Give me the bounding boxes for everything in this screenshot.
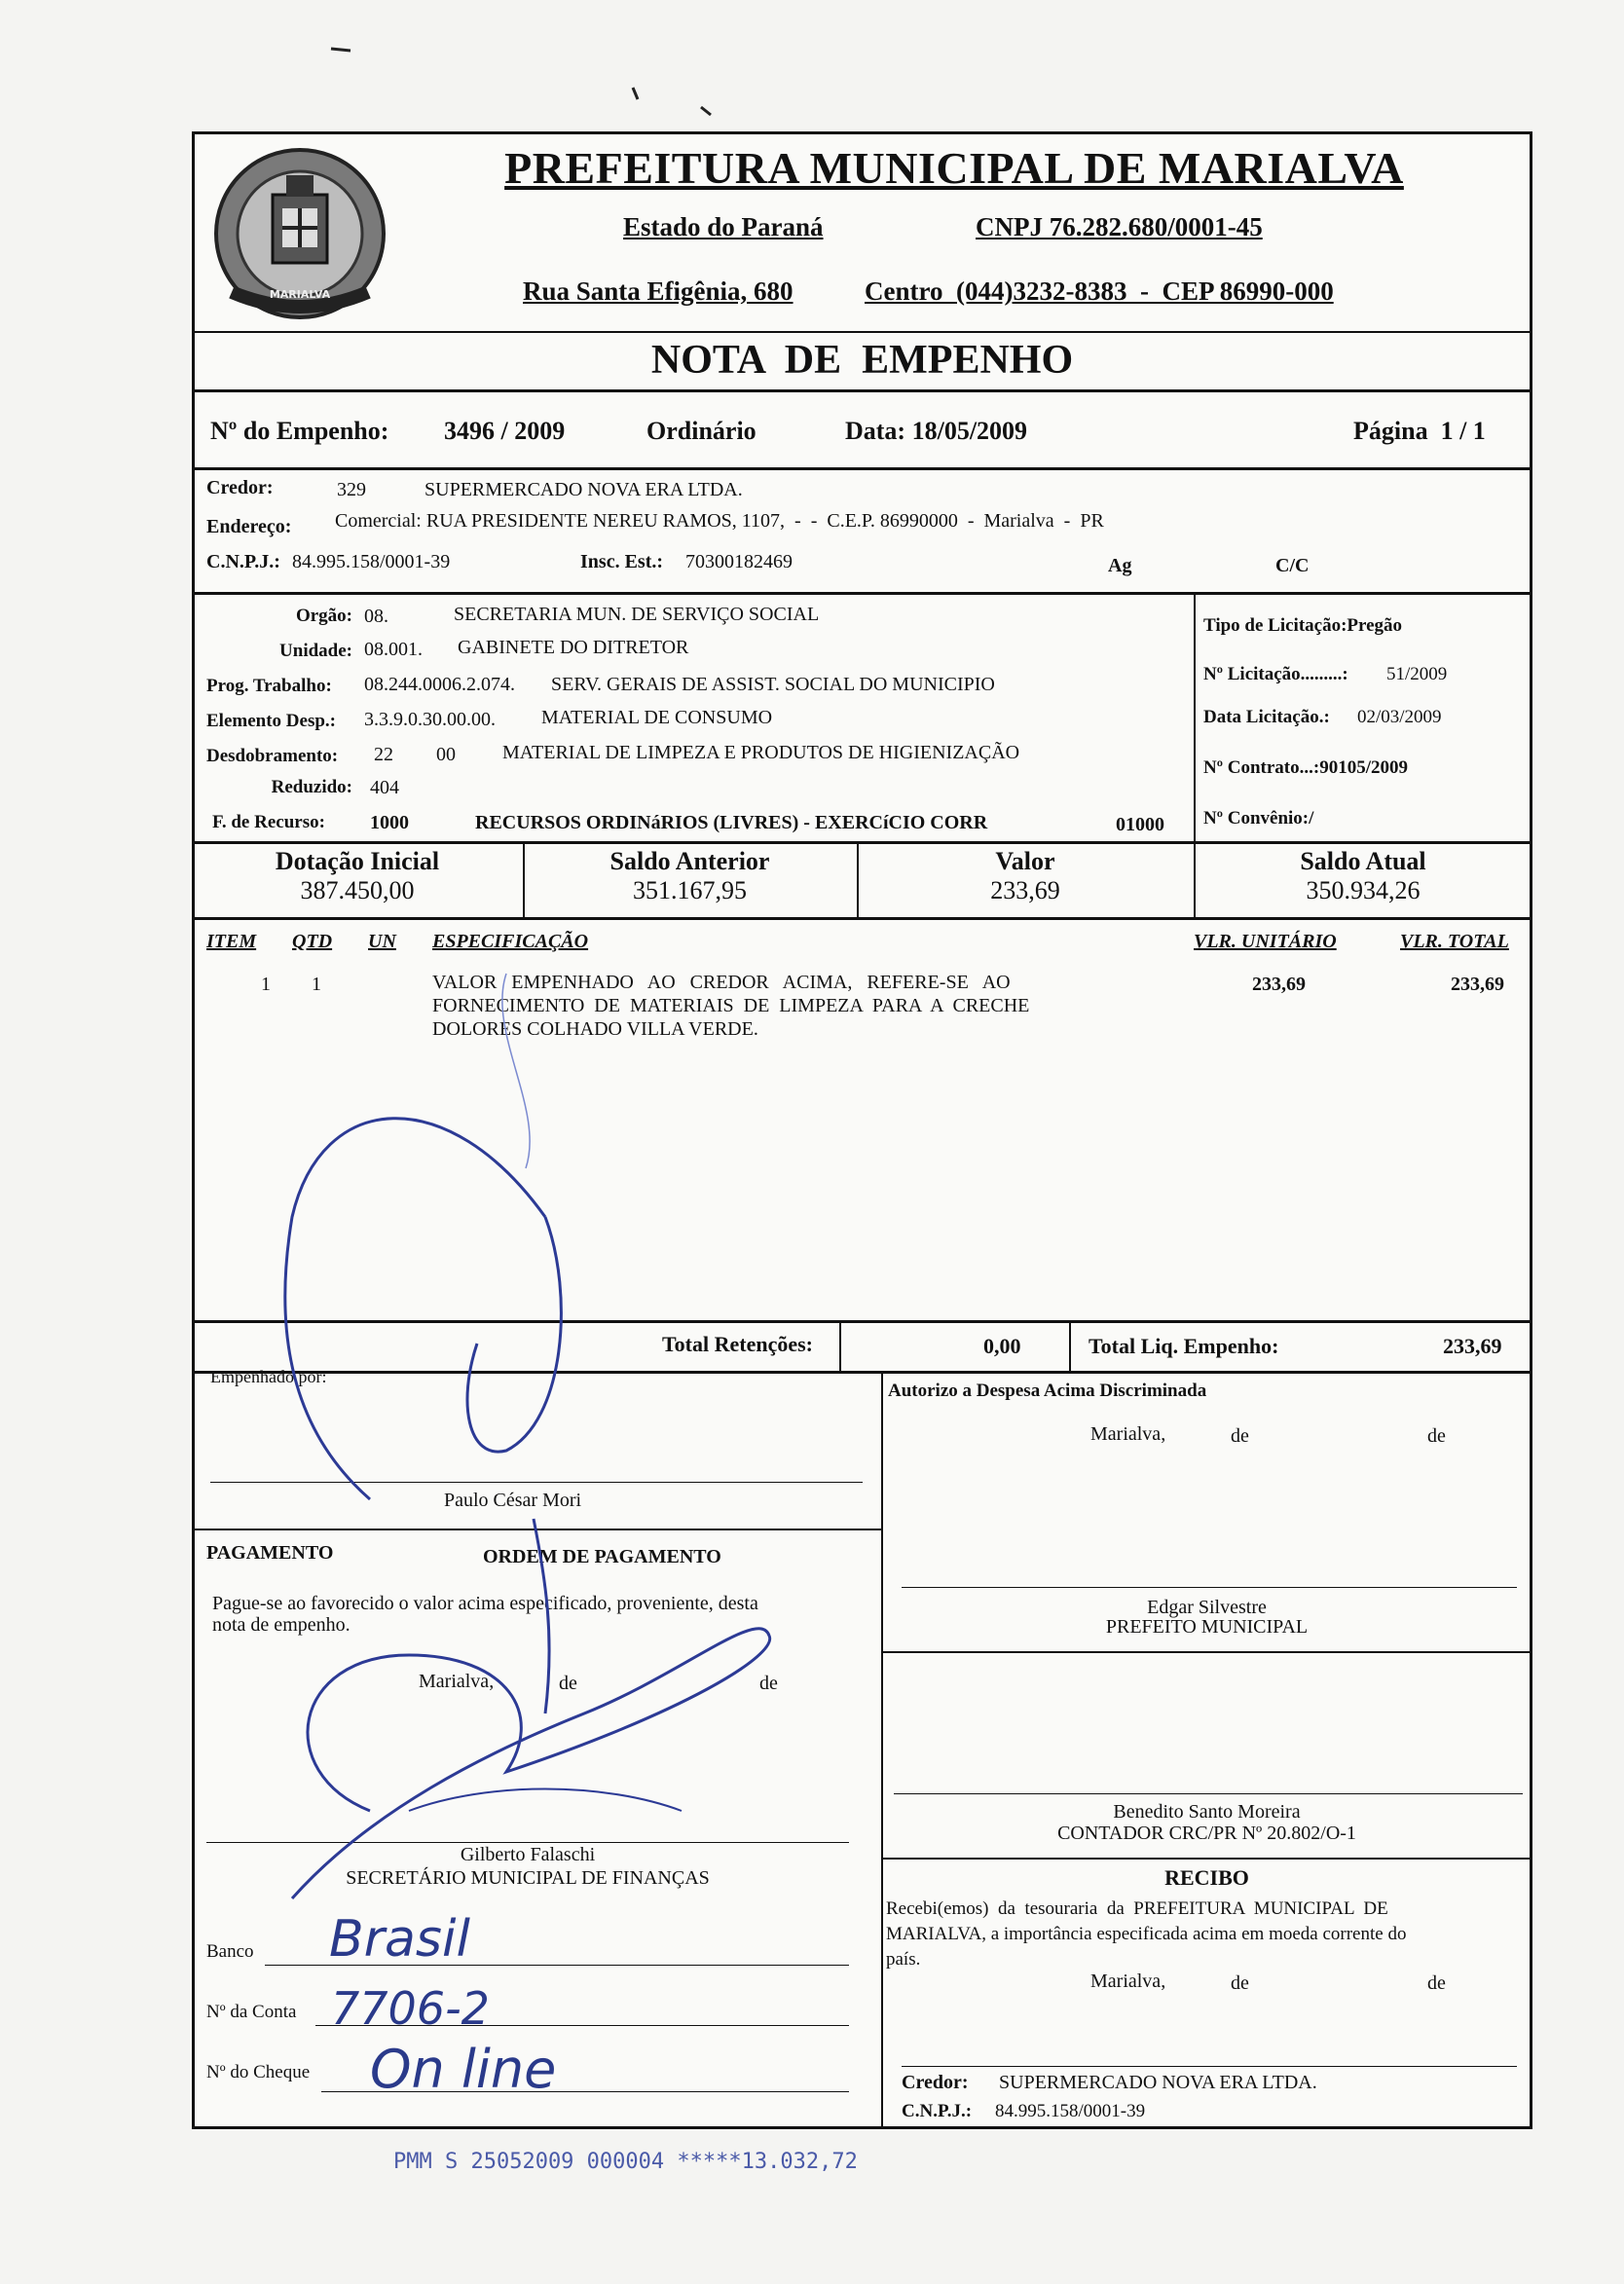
prefeito-cargo: PREFEITO MUNICIPAL: [1105, 1616, 1309, 1638]
unidade-code: 08.001.: [364, 639, 423, 660]
recibo-credor: SUPERMERCADO NOVA ERA LTDA.: [999, 2072, 1317, 2093]
recurso-tail: 01000: [1116, 814, 1164, 835]
desdobramento-label: Desdobramento:: [206, 746, 339, 766]
autorizo-de-1: de: [1231, 1425, 1249, 1447]
balance-saldo-anterior: [523, 847, 857, 905]
empenho-number: 3496 / 2009: [444, 417, 566, 445]
balance-value: 387.450,00: [300, 876, 415, 904]
col-item: ITEM: [206, 931, 257, 952]
page-title: PREFEITURA MUNICIPAL DE MARIALVA: [504, 143, 1404, 193]
balance-dotacao: [192, 847, 523, 905]
pagamento-de-2: de: [759, 1673, 778, 1694]
balance-value: 233,69: [990, 876, 1060, 904]
tipo-licitacao: Tipo de Licitação:Pregão: [1203, 615, 1403, 636]
creditor-cnpj-label: C.N.P.J.:: [206, 551, 280, 572]
col-unit-price: VLR. UNITÁRIO: [1194, 931, 1337, 952]
item-qty: 1: [312, 974, 321, 995]
retencoes-value: 0,00: [983, 1334, 1021, 1358]
empenho-number-label: Nº do Empenho:: [210, 417, 389, 445]
elemento-label: Elemento Desp.:: [206, 711, 336, 731]
retencoes-label: Total Retenções:: [662, 1332, 813, 1356]
cheque-label: Nº do Cheque: [206, 2062, 311, 2082]
prog-code: 08.244.0006.2.074.: [364, 674, 515, 695]
conta-handwritten: 7706-2: [331, 1982, 490, 2035]
header-state: Estado do Paraná: [623, 212, 824, 241]
header-address: Rua Santa Efigênia, 680: [523, 276, 794, 306]
item-spec-line: FORNECIMENTO DE MATERIAIS DE LIMPEZA PARA A CRECHE: [432, 995, 1030, 1016]
prog: SERV. GERAIS DE ASSIST. SOCIAL DO MUNICIPIO: [551, 674, 995, 695]
ordem-pagamento: ORDEM DE PAGAMENTO: [483, 1546, 721, 1567]
pagamento-text: Pague-se ao favorecido o valor acima especificado, proveniente, desta: [212, 1593, 758, 1614]
prog-label: Prog. Trabalho:: [206, 676, 332, 696]
col-un: UN: [368, 931, 396, 952]
recurso-code: 1000: [370, 812, 409, 833]
creditor-code: 329: [337, 479, 366, 500]
header-contact: Centro (044)3232-8383 - CEP 86990-000: [865, 276, 1334, 306]
unidade: GABINETE DO DITRETOR: [458, 637, 689, 658]
recibo-de-2: de: [1427, 1972, 1446, 1994]
liq-empenho-label: Total Liq. Empenho:: [1089, 1334, 1279, 1358]
elemento-code: 3.3.9.0.30.00.00.: [364, 709, 496, 730]
balance-valor: [857, 847, 1194, 905]
empenho-date: Data: 18/05/2009: [845, 417, 1028, 445]
balance-label: Dotação Inicial: [275, 847, 440, 875]
col-spec: ESPECIFICAÇÃO: [432, 931, 589, 952]
recibo-text: MARIALVA, a importância especificada acima em moeda corrente do: [886, 1924, 1407, 1944]
recurso: RECURSOS ORDINáRIOS (LIVRES) - EXERCíCIO CORR: [475, 812, 988, 833]
creditor-cc: C/C: [1275, 555, 1310, 576]
col-total: VLR. TOTAL: [1400, 931, 1509, 952]
reduzido: 404: [370, 777, 399, 798]
conta-label: Nº da Conta: [206, 2002, 297, 2022]
page-number: Página 1 / 1: [1353, 417, 1486, 445]
municipal-crest: [203, 136, 397, 331]
item-total: 233,69: [1451, 974, 1504, 995]
convenio: Nº Convênio:/: [1203, 808, 1314, 829]
balance-value: 351.167,95: [633, 876, 747, 904]
payment-stamp: PMM S 25052009 000004 *****13.032,72: [393, 2150, 858, 2174]
orgao-code: 08.: [364, 606, 388, 627]
empenhado-por-label: Empenhado por:: [210, 1367, 327, 1386]
balance-value: 350.934,26: [1306, 876, 1421, 904]
creditor-insc-label: Insc. Est.:: [580, 551, 664, 572]
pagamento-city: Marialva,: [419, 1671, 495, 1692]
liq-empenho-value: 233,69: [1443, 1334, 1502, 1358]
recibo-city: Marialva,: [1090, 1971, 1166, 1992]
pagamento-text: nota de empenho.: [212, 1614, 351, 1636]
recibo-cnpj: 84.995.158/0001-39: [995, 2101, 1146, 2121]
recibo-text: país.: [886, 1949, 921, 1970]
pagamento-label: PAGAMENTO: [206, 1542, 334, 1564]
pagamento-de-1: de: [559, 1673, 577, 1694]
item-number: 1: [261, 974, 271, 995]
crest-label: MARIALVA: [269, 288, 331, 301]
creditor-address-label: Endereço:: [206, 516, 292, 537]
autorizo-city: Marialva,: [1090, 1423, 1166, 1445]
licitacao-number-label: Nº Licitação.........:: [1203, 664, 1348, 684]
contrato: Nº Contrato...:90105/2009: [1203, 757, 1408, 778]
banco-label: Banco: [206, 1941, 254, 1962]
licitacao-number: 51/2009: [1386, 664, 1448, 684]
balance-label: Saldo Anterior: [609, 847, 770, 875]
autorizo-de-2: de: [1427, 1425, 1446, 1447]
empenhado-nome: Paulo César Mori: [444, 1490, 582, 1511]
recibo-text: Recebi(emos) da tesouraria da PREFEITURA MUNICIPAL DE: [886, 1898, 1388, 1919]
unidade-label: Unidade:: [279, 641, 352, 661]
autorizo-label: Autorizo a Despesa Acima Discriminada: [888, 1381, 1207, 1401]
reduzido-label: Reduzido:: [271, 777, 352, 797]
contador-cargo: CONTADOR CRC/PR Nº 20.802/O-1: [1057, 1823, 1356, 1844]
item-spec-line: DOLORES COLHADO VILLA VERDE.: [432, 1018, 758, 1040]
orgao: SECRETARIA MUN. DE SERVIÇO SOCIAL: [454, 604, 820, 625]
item-unit-price: 233,69: [1252, 974, 1306, 995]
header-cnpj: CNPJ 76.282.680/0001-45: [976, 212, 1263, 241]
secretario-cargo: SECRETÁRIO MUNICIPAL DE FINANÇAS: [346, 1867, 710, 1889]
creditor-label: Credor:: [206, 477, 274, 498]
recibo-de-1: de: [1231, 1972, 1249, 1994]
elemento: MATERIAL DE CONSUMO: [541, 707, 773, 728]
desdobramento-a: 22: [374, 744, 393, 765]
desdobramento-b: 00: [436, 744, 456, 765]
contador-nome: Benedito Santo Moreira: [1113, 1801, 1301, 1823]
crest-icon: [203, 136, 397, 331]
balance-saldo-atual: [1194, 847, 1532, 905]
recibo-cnpj-label: C.N.P.J.:: [902, 2101, 973, 2121]
recurso-label: F. de Recurso:: [212, 812, 325, 832]
recibo-credor-label: Credor:: [902, 2072, 969, 2093]
item-spec-line: VALOR EMPENHADO AO CREDOR ACIMA, REFERE-SE AO: [432, 972, 1011, 993]
document-title: NOTA DE EMPENHO: [650, 338, 1074, 383]
balance-label: Saldo Atual: [1300, 847, 1426, 875]
creditor-name: SUPERMERCADO NOVA ERA LTDA.: [424, 479, 743, 500]
licitacao-date-label: Data Licitação.:: [1203, 707, 1330, 727]
col-qtd: QTD: [292, 931, 333, 952]
banco-handwritten: Brasil: [329, 1910, 470, 1969]
creditor-cnpj: 84.995.158/0001-39: [292, 551, 451, 572]
creditor-insc: 70300182469: [685, 551, 793, 572]
cheque-handwritten: On line: [370, 2039, 557, 2100]
orgao-label: Orgão:: [295, 606, 352, 626]
secretario-nome: Gilberto Falaschi: [460, 1844, 596, 1865]
balance-label: Valor: [995, 847, 1055, 875]
prefeito-nome: Edgar Silvestre: [1147, 1597, 1267, 1618]
empenho-type: Ordinário: [646, 417, 757, 445]
recibo-title: RECIBO: [1164, 1865, 1249, 1890]
creditor-ag: Ag: [1108, 555, 1132, 576]
licitacao-date: 02/03/2009: [1357, 707, 1442, 727]
creditor-address: Comercial: RUA PRESIDENTE NEREU RAMOS, 1107, - - C.E.P. 86990000 - Marialva - PR: [335, 510, 1104, 532]
desdobramento: MATERIAL DE LIMPEZA E PRODUTOS DE HIGIENIZAÇÃO: [502, 742, 1020, 763]
